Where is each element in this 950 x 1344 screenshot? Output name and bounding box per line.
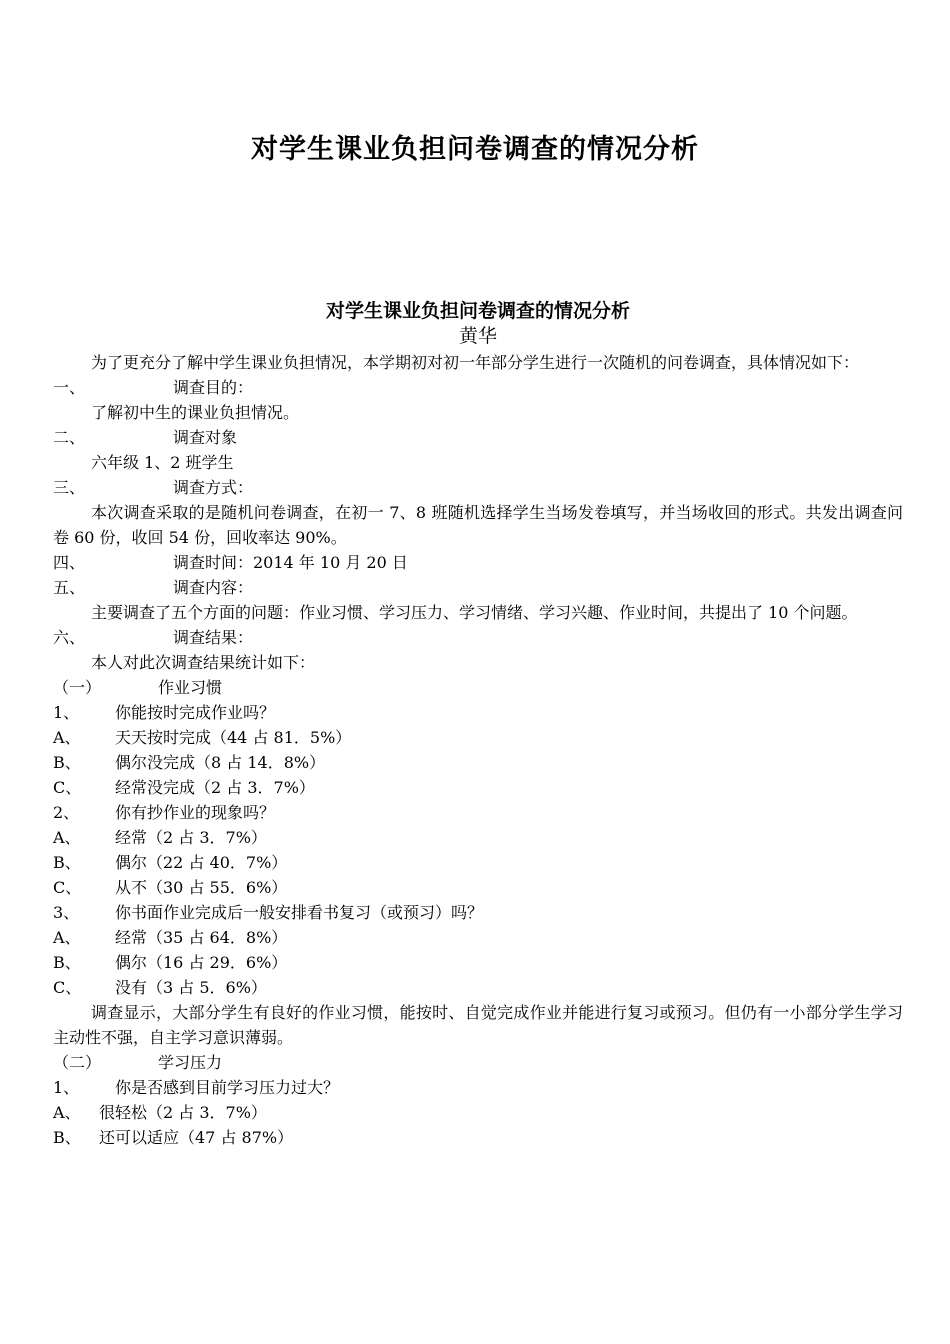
heading-text: 调查内容：: [173, 578, 254, 597]
option-text: 天天按时完成（44 占 81．5%）: [115, 728, 352, 747]
heading-text: 调查时间：2014 年 10 月 20 日: [173, 553, 408, 572]
section-number: （一）: [53, 678, 102, 697]
document-title: 对学生课业负担问卷调查的情况分析: [251, 134, 699, 165]
heading-number: 一、: [53, 378, 86, 397]
heading-text: 调查结果：: [173, 628, 254, 647]
heading-number: 五、: [53, 578, 86, 597]
option-text: 从不（30 占 55．6%）: [115, 878, 288, 897]
option-letter: A、: [53, 1103, 81, 1122]
heading-results: [53, 625, 903, 650]
section-heading: [53, 675, 903, 700]
answer-option: [53, 750, 903, 775]
heading-method: [53, 475, 903, 500]
option-letter: C、: [53, 978, 82, 997]
answer-option: [53, 1125, 903, 1150]
question: [53, 900, 903, 925]
option-text: 偶尔（22 占 40．7%）: [115, 853, 288, 872]
heading-content: [53, 575, 903, 600]
answer-option: [53, 1100, 903, 1125]
author-name: 黄华: [458, 325, 497, 347]
question-number: 1、: [53, 703, 80, 722]
question: [53, 800, 903, 825]
section-text: 作业习惯: [158, 678, 223, 697]
question: [53, 1075, 903, 1100]
answer-option: [53, 975, 903, 1000]
question-number: 3、: [53, 903, 80, 922]
answer-option: [53, 775, 903, 800]
question-number: 2、: [53, 803, 80, 822]
option-text: 还可以适应（47 占 87%）: [99, 1128, 294, 1147]
option-letter: C、: [53, 878, 82, 897]
results-paragraph: 本人对此次调查结果统计如下：: [91, 653, 316, 672]
content-paragraph: 主要调查了五个方面的问题：作业习惯、学习压力、学习情绪、学习兴趣、作业时间，共提出了 10 个问题。: [91, 603, 858, 622]
summary-paragraph: 调查显示，大部分学生有良好的作业习惯，能按时、自觉完成作业并能进行复习或预习。但仍有一小部分学生学习主动性不强，自主学习意识薄弱。: [53, 1003, 903, 1047]
option-letter: A、: [53, 728, 81, 747]
question-text: 你书面作业完成后一般安排看书复习（或预习）吗？: [115, 903, 484, 922]
heading-text: 调查方式：: [173, 478, 254, 497]
section-number: （二）: [53, 1053, 102, 1072]
option-text: 经常（2 占 3．7%）: [115, 828, 267, 847]
section-heading: [53, 1050, 903, 1075]
option-text: 经常（35 占 64．8%）: [115, 928, 288, 947]
heading-number: 六、: [53, 628, 86, 647]
option-letter: B、: [53, 753, 81, 772]
option-letter: B、: [53, 1128, 81, 1147]
article-title: 对学生课业负担问卷调查的情况分析: [325, 300, 630, 322]
option-letter: A、: [53, 928, 81, 947]
question-text: 你能按时完成作业吗？: [115, 703, 276, 722]
question-number: 1、: [53, 1078, 80, 1097]
question-text: 你是否感到目前学习压力过大？: [115, 1078, 340, 1097]
method-paragraph: 本次调查采取的是随机问卷调查，在初一 7、8 班随机选择学生当场发卷填写，并当场收回的形式。共发出调查问卷 60 份，收回 54 份，回收率达 90%。: [53, 503, 903, 547]
subjects-paragraph: 六年级 1、2 班学生: [91, 453, 234, 472]
heading-purpose: [53, 375, 903, 400]
option-letter: B、: [53, 853, 81, 872]
answer-option: [53, 725, 903, 750]
question-text: 你有抄作业的现象吗？: [115, 803, 276, 822]
heading-subjects: [53, 425, 903, 450]
answer-option: [53, 875, 903, 900]
option-text: 偶尔没完成（8 占 14．8%）: [115, 753, 326, 772]
heading-number: 二、: [53, 428, 86, 447]
document-body: [53, 297, 903, 1150]
heading-text: 调查目的：: [173, 378, 254, 397]
option-letter: B、: [53, 953, 81, 972]
answer-option: [53, 825, 903, 850]
option-text: 很轻松（2 占 3．7%）: [99, 1103, 267, 1122]
heading-number: 三、: [53, 478, 86, 497]
answer-option: [53, 925, 903, 950]
section-text: 学习压力: [158, 1053, 223, 1072]
purpose-paragraph: 了解初中生的课业负担情况。: [91, 403, 300, 422]
answer-option: [53, 950, 903, 975]
question: [53, 700, 903, 725]
answer-option: [53, 850, 903, 875]
option-text: 经常没完成（2 占 3．7%）: [115, 778, 315, 797]
heading-number: 四、: [53, 553, 86, 572]
option-text: 没有（3 占 5．6%）: [115, 978, 267, 997]
heading-text: 调查对象: [173, 428, 238, 447]
option-text: 偶尔（16 占 29．6%）: [115, 953, 288, 972]
option-letter: A、: [53, 828, 81, 847]
intro-paragraph: 为了更充分了解中学生课业负担情况，本学期初对初一年部分学生进行一次随机的问卷调查，具体情况如下：: [91, 353, 860, 372]
heading-time: [53, 550, 903, 575]
option-letter: C、: [53, 778, 82, 797]
